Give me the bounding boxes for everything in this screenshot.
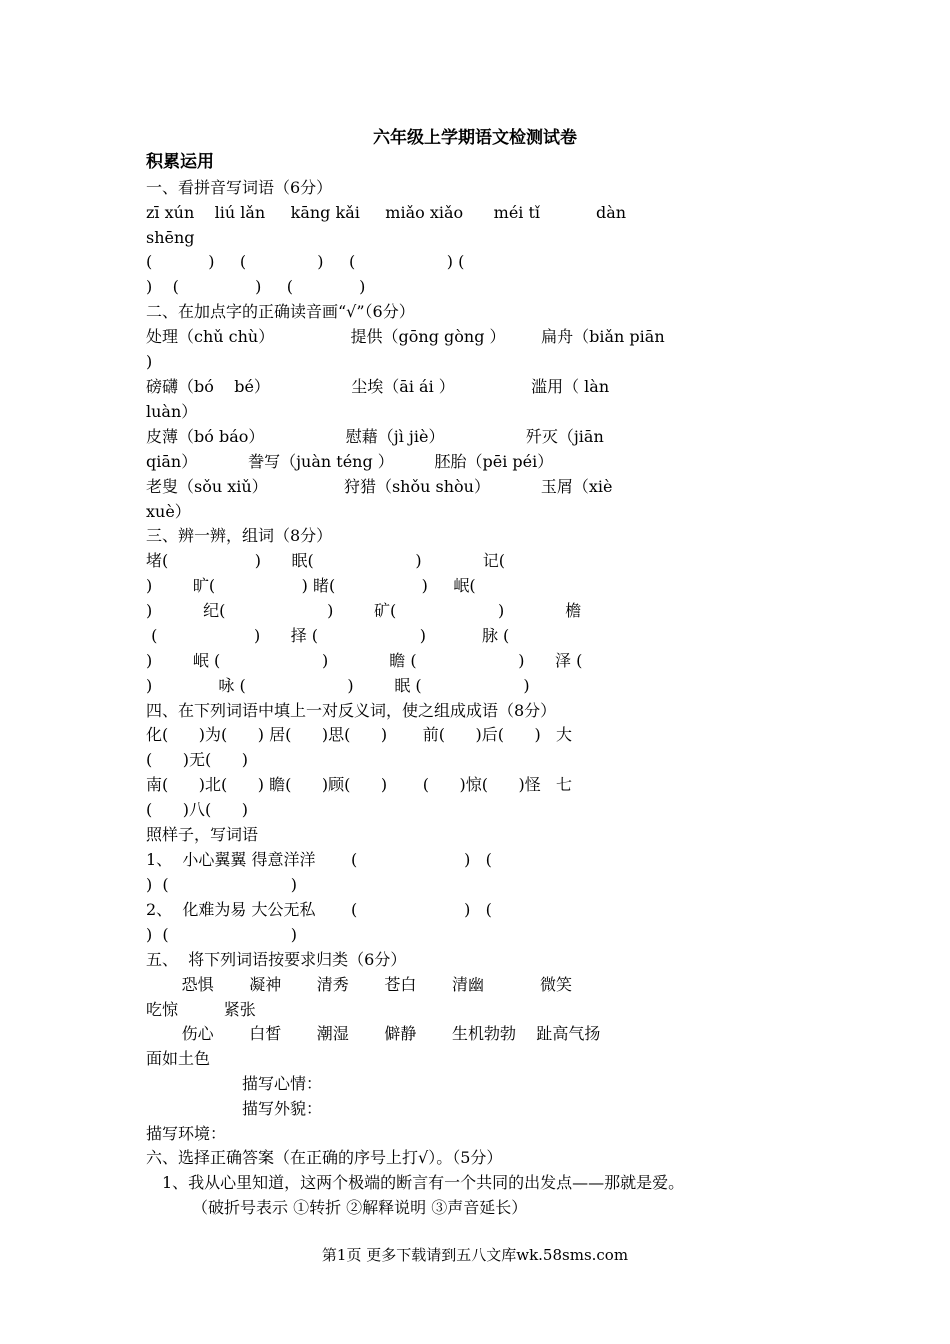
category-mood-label: 描写心情： [242,1074,323,1093]
category-environment-label: 描写环境： [146,1124,227,1143]
q3-line: ( ) 择 ( ) 脉 ( [146,626,510,645]
page-footer: 第1页 更多下载请到五八文库wk.58sms.com [321,1246,629,1264]
q6-item: 1、我从心里知道，这两个极端的断言有一个共同的出发点——那就是爱。 [162,1173,685,1192]
q6-heading: 六、选择正确答案（在正确的序号上打√）。（5分） [146,1148,503,1167]
q6-item-options: （破折号表示 ①转折 ②解释说明 ③声音延长） [192,1198,528,1217]
q3-line: ) 咏 ( ) 眠 ( ) [146,676,530,695]
section-heading: 积累运用 [146,152,214,172]
q1-answer-brackets: ) ( ) ( ) [146,277,366,296]
q2-line: luàn） [146,402,198,421]
q3-heading: 三、辨一辨，组词（8分） [146,526,333,545]
q1-heading: 一、看拼音写词语（6分） [146,178,333,197]
example-heading: 照样子，写词语 [146,825,259,844]
q5-word-line: 面如土色 [146,1049,211,1068]
q2-line: 皮薄（bó báo） 慰藉（jì jiè） 歼灭（jiān [146,427,604,446]
category-appearance-label: 描写外貌： [242,1099,323,1118]
q3-line: ) 旷( ) 睹( ) 岷( [146,576,476,595]
q4-line: ( )无( ) [146,750,249,769]
q4-line: 化( )为( ) 居( )思( ) 前( )后( ) 大 [146,725,572,744]
q5-word-line: 恐惧 凝神 清秀 苍白 清幽 微笑 [146,975,572,994]
q4-line: 南( )北( ) 瞻( )顾( ) ( )惊( )怪 七 [146,775,572,794]
q2-line: qiān） 誊写（juàn téng ） 胚胎（pēi péi） [146,452,554,471]
q1-answer-brackets: ( ) ( ) ( ) ( [146,252,465,271]
q2-line: 处理（chǔ chù） 提供（gōng gòng ） 扁舟（biǎn piān [146,327,665,346]
page-title: 六年级上学期语文检测试卷 [373,128,577,148]
q2-heading: 二、在加点字的正确读音画“√”（6分） [146,302,415,321]
example-line: 1、 小心翼翼 得意洋洋 ( ) ( [146,850,492,869]
q5-heading: 五、 将下列词语按要求归类（6分） [146,950,407,969]
q4-line: ( )八( ) [146,800,249,819]
q5-word-line: 吃惊 紧张 [146,1000,256,1019]
q3-line: 堵( ) 眠( ) 记( [146,551,505,570]
q1-pinyin-line: zī xún liú lǎn kāng kǎi miǎo xiǎo méi tǐ dàn [146,203,627,222]
q3-line: ) 纪( ) 矿( ) 檐 [146,601,582,620]
q4-heading: 四、在下列词语中填上一对反义词，使之组成成语（8分） [146,701,557,720]
q2-line: 老叟（sǒu xiǔ） 狩猎（shǒu shòu） 玉屑（xiè [146,477,613,496]
q3-line: ) 岷 ( ) 瞻 ( ) 泽 ( [146,651,583,670]
example-line: ) ( ) [146,925,297,944]
q2-line: 磅礴（bó bé） 尘埃（āi ái ） 滥用（ làn [146,377,610,396]
q5-word-line: 伤心 白皙 潮湿 僻静 生机勃勃 趾高气扬 [146,1024,601,1043]
example-line: ) ( ) [146,875,297,894]
q2-line: xuè） [146,502,191,521]
example-line: 2、 化难为易 大公无私 ( ) ( [146,900,492,919]
q1-pinyin-line: shēng [146,228,195,247]
q2-line: ) [146,352,153,371]
